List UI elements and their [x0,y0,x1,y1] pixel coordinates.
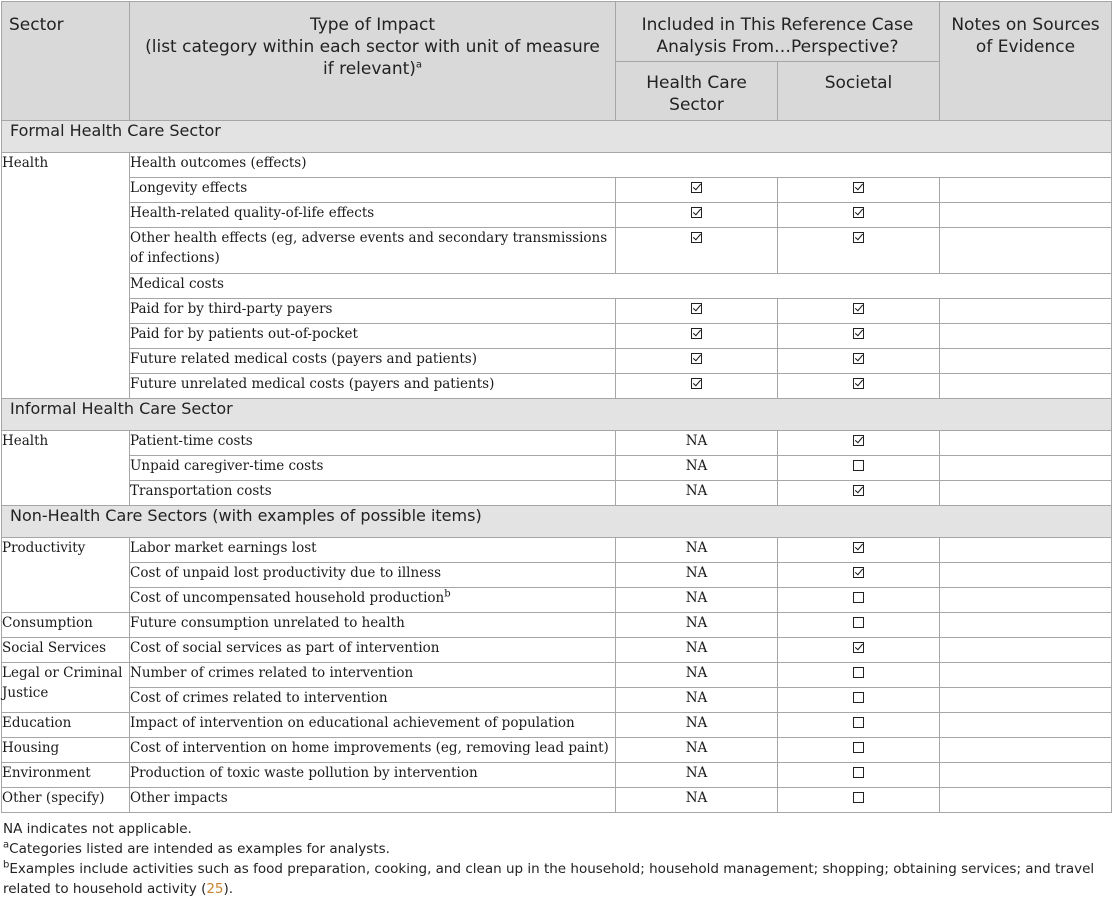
reference-link-25[interactable]: 25 [206,881,224,897]
checked-box-icon [691,232,702,243]
checked-box-icon [853,485,864,496]
not-applicable-label: NA [685,590,708,606]
societal-cell [778,738,940,763]
footnote-a-marker: a [415,59,423,71]
checked-box-icon [853,328,864,339]
empty-box-icon [853,617,864,628]
impact-type-cell: Longevity effects [130,178,616,203]
societal-cell [778,763,940,788]
notes-cell[interactable] [940,481,1112,506]
notes-cell[interactable] [940,349,1112,374]
notes-cell[interactable] [940,663,1112,688]
health-care-sector-header: Health Care Sector [616,62,778,121]
health-care-cell [616,738,778,763]
notes-cell[interactable] [940,763,1112,788]
not-applicable-label: NA [685,433,708,449]
societal-cell [778,638,940,663]
notes-cell[interactable] [940,713,1112,738]
impact-type-cell: Production of toxic waste pollution by intervention [130,763,616,788]
impact-type-column-header [130,2,616,121]
societal-cell [778,431,940,456]
checked-box-icon [853,353,864,364]
checked-box-icon [691,182,702,193]
societal-cell [778,178,940,203]
health-care-cell [616,638,778,663]
societal-cell [778,324,940,349]
included-perspective-header: Included in This Reference Case Analysis From…Perspective? [616,2,940,62]
empty-box-icon [853,592,864,603]
impact-type-cell: Cost of social services as part of intervention [130,638,616,663]
societal-cell [778,538,940,563]
not-applicable-label: NA [685,565,708,581]
not-applicable-label: NA [685,715,708,731]
checked-box-icon [853,435,864,446]
health-care-cell [616,431,778,456]
not-applicable-label: NA [685,483,708,499]
empty-box-icon [853,692,864,703]
impact-header-subtitle: (list category within each sector with unit of measure if relevant) [145,37,600,79]
empty-box-icon [853,717,864,728]
impact-type-cell: Cost of crimes related to intervention [130,688,616,713]
impact-type-text: Cost of uncompensated household production [130,590,445,606]
impact-type-cell [130,588,616,613]
impact-inventory-table [1,1,1112,813]
health-care-cell [616,788,778,813]
impact-type-cell: Future related medical costs (payers and patients) [130,349,616,374]
impact-type-cell: Other health effects (eg, adverse events and secondary transmissions of infections) [130,228,616,274]
health-care-cell [616,538,778,563]
checked-box-icon [853,182,864,193]
not-applicable-label: NA [685,790,708,806]
checked-box-icon [853,542,864,553]
societal-cell [778,228,940,274]
not-applicable-label: NA [685,615,708,631]
impact-type-cell: Other impacts [130,788,616,813]
not-applicable-label: NA [685,690,708,706]
footnote-na: NA indicates not applicable. [3,821,192,837]
empty-box-icon [853,667,864,678]
notes-cell[interactable] [940,299,1112,324]
impact-type-cell: Patient-time costs [130,431,616,456]
sector-cell: Health [2,153,130,399]
health-care-cell [616,763,778,788]
not-applicable-label: NA [685,458,708,474]
notes-cell[interactable] [940,563,1112,588]
notes-column-header: Notes on Sources of Evidence [940,2,1112,121]
societal-cell [778,663,940,688]
checked-box-icon [691,378,702,389]
sector-cell: Productivity [2,538,130,613]
health-care-cell [616,456,778,481]
societal-cell [778,613,940,638]
not-applicable-label: NA [685,640,708,656]
impact-type-cell: Labor market earnings lost [130,538,616,563]
checked-box-icon [691,303,702,314]
health-care-cell [616,203,778,228]
section-non-health-care: Non-Health Care Sectors (with examples of possible items) [2,506,1112,538]
notes-cell[interactable] [940,613,1112,638]
health-care-cell [616,688,778,713]
sector-cell: Education [2,713,130,738]
impact-type-cell: Transportation costs [130,481,616,506]
impact-type-cell: Health-related quality-of-life effects [130,203,616,228]
health-care-cell [616,563,778,588]
notes-cell[interactable] [940,228,1112,274]
footnote-a-text: Categories listed are intended as examples for analysts. [9,841,390,857]
health-care-cell [616,481,778,506]
impact-type-cell: Cost of unpaid lost productivity due to illness [130,563,616,588]
societal-cell [778,588,940,613]
sector-cell: Legal or Criminal Justice [2,663,130,713]
checked-box-icon [691,353,702,364]
category-heading: Medical costs [130,274,1112,299]
sector-cell: Health [2,431,130,506]
notes-cell[interactable] [940,588,1112,613]
not-applicable-label: NA [685,740,708,756]
societal-cell [778,563,940,588]
health-care-cell [616,374,778,399]
not-applicable-label: NA [685,765,708,781]
impact-type-cell: Paid for by patients out-of-pocket [130,324,616,349]
societal-cell [778,481,940,506]
checked-box-icon [853,378,864,389]
empty-box-icon [853,742,864,753]
health-care-cell [616,349,778,374]
notes-cell[interactable] [940,788,1112,813]
notes-cell[interactable] [940,688,1112,713]
footnote-b [3,859,1112,899]
not-applicable-label: NA [685,665,708,681]
impact-type-cell: Cost of intervention on home improvements (eg, removing lead paint) [130,738,616,763]
sector-cell: Environment [2,763,130,788]
notes-cell[interactable] [940,738,1112,763]
checked-box-icon [853,642,864,653]
checked-box-icon [853,303,864,314]
notes-cell[interactable] [940,324,1112,349]
section-formal-health-care: Formal Health Care Sector [2,121,1112,153]
sector-cell: Social Services [2,638,130,663]
empty-box-icon [853,767,864,778]
sector-cell: Consumption [2,613,130,638]
notes-cell[interactable] [940,456,1112,481]
footnote-b-text: Examples include activities such as food preparation, cooking, and clean up in the household; household management; shopping; obtaining services; and travel related to household activity ( [3,861,1095,897]
empty-box-icon [853,792,864,803]
checked-box-icon [853,567,864,578]
societal-cell [778,374,940,399]
section-informal-health-care: Informal Health Care Sector [2,399,1112,431]
health-care-cell [616,228,778,274]
societal-cell [778,788,940,813]
health-care-cell [616,324,778,349]
societal-cell [778,299,940,324]
notes-cell[interactable] [940,638,1112,663]
impact-type-cell: Paid for by third-party payers [130,299,616,324]
health-care-cell [616,299,778,324]
footnote-a [3,839,1112,859]
footnote-b-end: ). [223,881,234,897]
societal-cell [778,688,940,713]
category-heading: Health outcomes (effects) [130,153,1112,178]
health-care-cell [616,588,778,613]
empty-box-icon [853,460,864,471]
societal-cell [778,349,940,374]
societal-cell [778,203,940,228]
societal-cell [778,713,940,738]
impact-type-cell: Future consumption unrelated to health [130,613,616,638]
notes-cell[interactable] [940,178,1112,203]
sector-cell: Other (specify) [2,788,130,813]
footnote-a-mark: a [3,839,10,851]
impact-type-cell: Number of crimes related to intervention [130,663,616,688]
notes-cell[interactable] [940,203,1112,228]
impact-type-cell: Unpaid caregiver-time costs [130,456,616,481]
not-applicable-label: NA [685,540,708,556]
impact-type-cell: Future unrelated medical costs (payers and patients) [130,374,616,399]
footnote-b-marker: b [444,588,451,600]
checked-box-icon [853,232,864,243]
health-care-cell [616,613,778,638]
societal-header: Societal [778,62,940,121]
notes-cell[interactable] [940,538,1112,563]
checked-box-icon [691,328,702,339]
checked-box-icon [691,207,702,218]
notes-cell[interactable] [940,374,1112,399]
societal-cell [778,456,940,481]
table-footnotes [3,819,1112,899]
health-care-cell [616,178,778,203]
footnote-b-mark: b [3,859,10,871]
checked-box-icon [853,207,864,218]
sector-cell: Housing [2,738,130,763]
health-care-cell [616,713,778,738]
health-care-cell [616,663,778,688]
notes-cell[interactable] [940,431,1112,456]
impact-header-title: Type of Impact [309,15,436,35]
impact-type-cell: Impact of intervention on educational achievement of population [130,713,616,738]
sector-column-header: Sector [2,2,130,121]
